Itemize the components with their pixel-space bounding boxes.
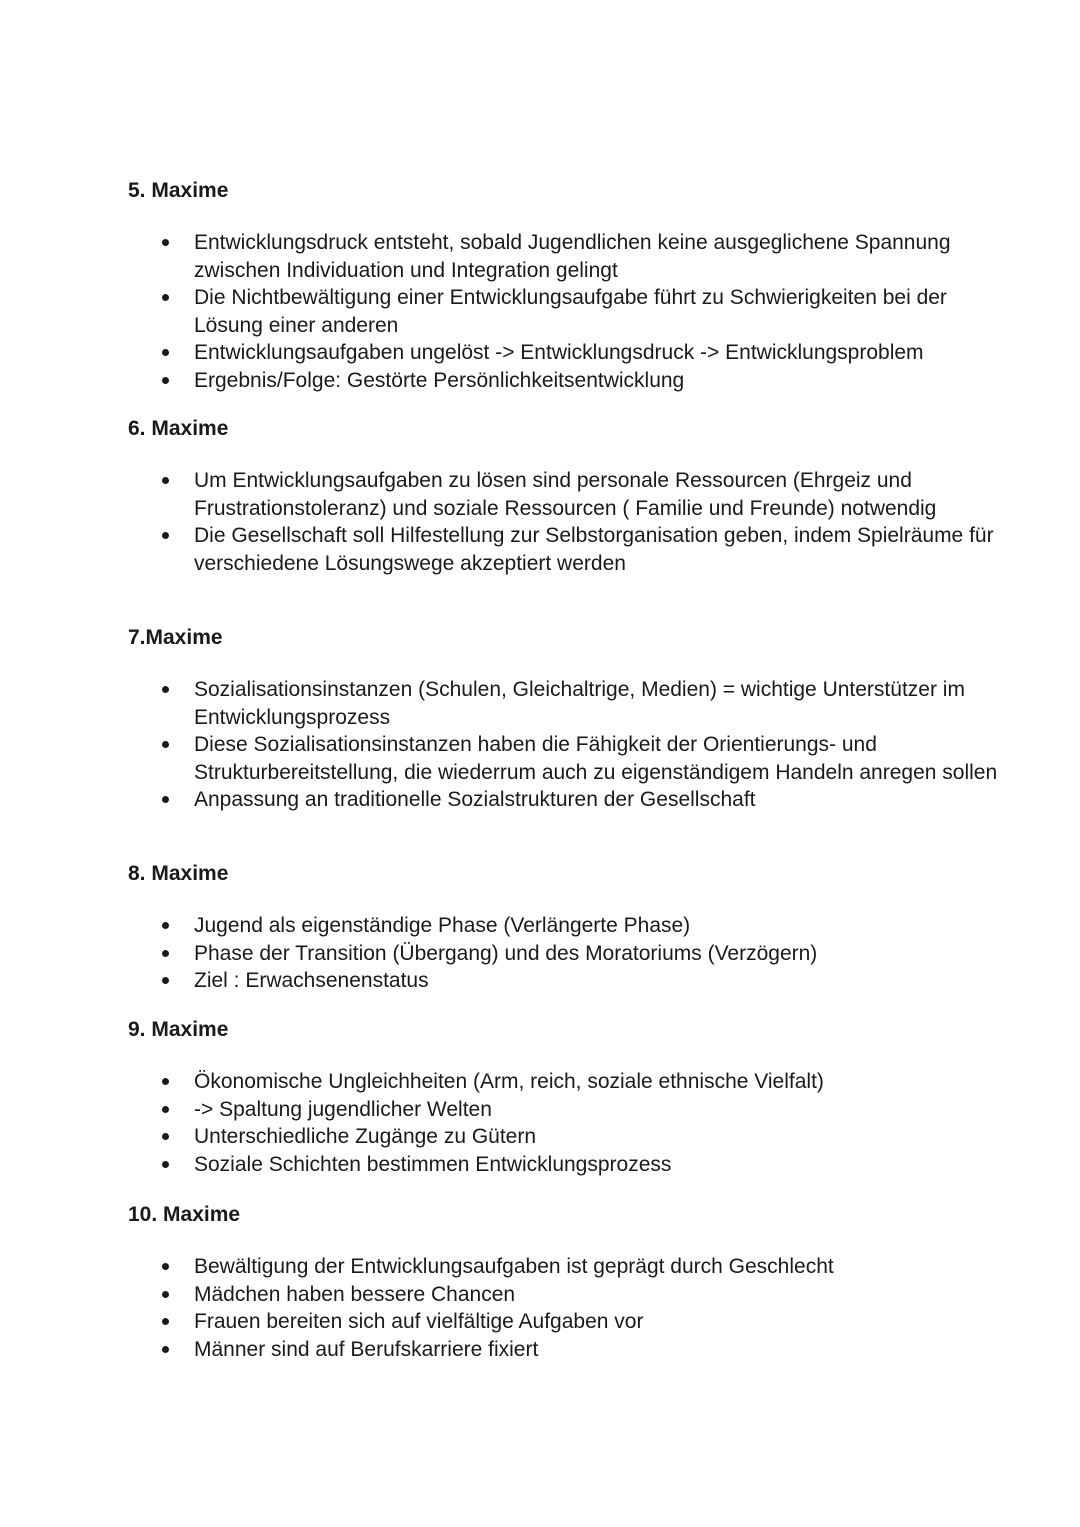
section-maxime-9 <box>128 1016 1008 1178</box>
bullet-icon <box>162 1291 169 1298</box>
list-item-text: Die Nichtbewältigung einer Entwicklungsaufgabe führt zu Schwierigkeiten bei der Lösung einer anderen <box>194 286 947 337</box>
bullet-icon <box>162 377 169 384</box>
section-title: 10. Maxime <box>128 1203 241 1226</box>
list-item <box>128 1151 1008 1179</box>
section-maxime-5 <box>128 177 1008 394</box>
bullet-icon <box>162 1263 169 1270</box>
list-item <box>128 229 1008 284</box>
bullet-icon <box>162 1346 169 1353</box>
bullet-icon <box>162 349 169 356</box>
section-maxime-7 <box>128 624 1008 814</box>
list-item-text: Ziel : Erwachsenenstatus <box>194 969 429 992</box>
list-item <box>128 284 1008 339</box>
list-item-text: Sozialisationsinstanzen (Schulen, Gleichaltrige, Medien) = wichtige Unterstützer im Entwicklungsprozess <box>194 678 965 729</box>
bullet-icon <box>162 686 169 693</box>
bullet-list <box>128 229 1008 394</box>
list-item <box>128 731 1008 786</box>
bullet-icon <box>162 922 169 929</box>
list-item-text: Phase der Transition (Übergang) und des Moratoriums (Verzögern) <box>194 941 818 965</box>
list-item <box>128 1308 1008 1336</box>
list-item <box>128 339 1008 367</box>
list-item <box>128 1096 1008 1124</box>
bullet-icon <box>162 1318 169 1325</box>
section-title: 6. Maxime <box>128 417 229 440</box>
list-item-text: Bewältigung der Entwicklungsaufgaben ist geprägt durch Geschlecht <box>194 1255 834 1278</box>
list-item <box>128 1123 1008 1151</box>
bullet-icon <box>162 1106 169 1113</box>
bullet-icon <box>162 532 169 539</box>
bullet-list <box>128 467 1008 577</box>
bullet-icon <box>162 1078 169 1085</box>
list-item <box>128 367 1008 395</box>
list-item <box>128 1068 1008 1096</box>
list-item-text: Mädchen haben bessere Chancen <box>194 1282 516 1306</box>
list-item <box>128 467 1008 522</box>
list-item <box>128 522 1008 577</box>
list-item-text: Jugend als eigenständige Phase (Verlängerte Phase) <box>194 914 691 937</box>
list-item <box>128 940 1008 968</box>
list-item-text: Soziale Schichten bestimmen Entwicklungsprozess <box>194 1152 672 1176</box>
bullet-icon <box>162 950 169 957</box>
section-title: 7.Maxime <box>128 626 223 649</box>
section-title: 9. Maxime <box>128 1018 229 1041</box>
section-title: 5. Maxime <box>128 179 229 202</box>
bullet-icon <box>162 477 169 484</box>
list-item-text: Ergebnis/Folge: Gestörte Persönlichkeitsentwicklung <box>194 368 685 392</box>
list-item-text: -> Spaltung jugendlicher Welten <box>194 1097 492 1121</box>
list-item-text: Entwicklungsdruck entsteht, sobald Jugendlichen keine ausgeglichene Spannung zwischen Individuation und Integration gelingt <box>194 231 951 282</box>
list-item <box>128 967 1008 995</box>
list-item-text: Anpassung an traditionelle Sozialstrukturen der Gesellschaft <box>194 788 756 811</box>
list-item-text: Männer sind auf Berufskarriere fixiert <box>194 1337 539 1361</box>
list-item-text: Diese Sozialisationsinstanzen haben die Fähigkeit der Orientierungs- und Strukturbereitstellung, die wiederrum auch zu eigenständigem Handeln anregen sollen <box>194 733 998 784</box>
section-maxime-6 <box>128 415 1008 577</box>
list-item-text: Frauen bereiten sich auf vielfältige Aufgaben vor <box>194 1310 644 1333</box>
list-item-text: Die Gesellschaft soll Hilfestellung zur Selbstorganisation geben, indem Spielräume für verschiedene Lösungswege akzeptiert werden <box>194 524 994 575</box>
list-item <box>128 912 1008 940</box>
section-title: 8. Maxime <box>128 862 229 885</box>
list-item-text: Ökonomische Ungleichheiten (Arm, reich, soziale ethnische Vielfalt) <box>194 1070 824 1093</box>
bullet-list <box>128 676 1008 814</box>
bullet-icon <box>162 741 169 748</box>
bullet-icon <box>162 239 169 246</box>
bullet-icon <box>162 796 169 803</box>
list-item <box>128 786 1008 814</box>
bullet-icon <box>162 1161 169 1168</box>
bullet-icon <box>162 977 169 984</box>
bullet-icon <box>162 294 169 301</box>
bullet-list <box>128 912 1008 995</box>
list-item <box>128 676 1008 731</box>
list-item-text: Um Entwicklungsaufgaben zu lösen sind personale Ressourcen (Ehrgeiz und Frustrationstoleranz) und soziale Ressourcen ( Familie und Freunde) notwendig <box>194 469 937 520</box>
section-maxime-8 <box>128 860 1008 995</box>
section-maxime-10 <box>128 1201 1008 1363</box>
list-item <box>128 1253 1008 1281</box>
bullet-list <box>128 1253 1008 1363</box>
bullet-icon <box>162 1133 169 1140</box>
list-item <box>128 1336 1008 1364</box>
bullet-list <box>128 1068 1008 1178</box>
list-item-text: Entwicklungsaufgaben ungelöst -> Entwicklungsdruck -> Entwicklungsproblem <box>194 341 924 364</box>
list-item <box>128 1281 1008 1309</box>
list-item-text: Unterschiedliche Zugänge zu Gütern <box>194 1125 537 1148</box>
